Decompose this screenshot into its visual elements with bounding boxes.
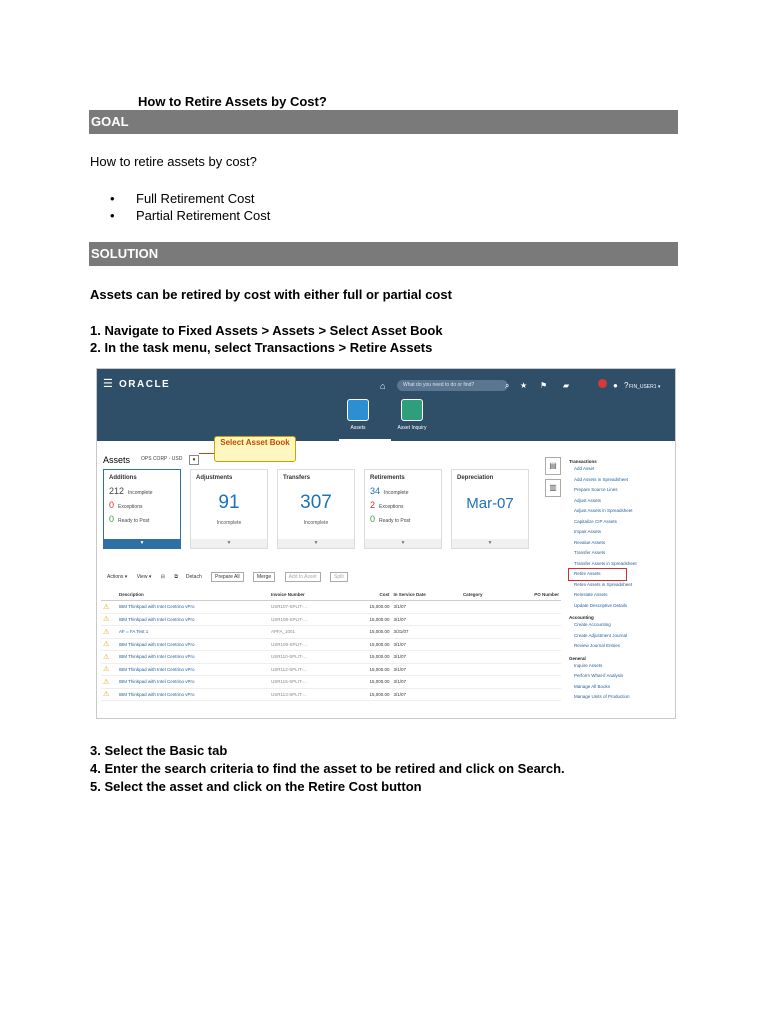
oracle-assets-screenshot (96, 368, 676, 719)
bullet-item: • Full Retirement Cost (110, 191, 255, 206)
warning-icon: ⚠ (101, 651, 117, 664)
freeze-icon[interactable]: ⊟ (160, 574, 165, 580)
add-to-asset-button[interactable]: Add to Asset (285, 572, 321, 582)
table-cell (506, 651, 561, 664)
tile-adjustments[interactable] (190, 469, 268, 549)
warning-icon: ⚠ (101, 676, 117, 689)
table-cell (506, 638, 561, 651)
tile-title: Adjustments (196, 475, 233, 481)
select-asset-book-callout: Select Asset Book (214, 436, 296, 462)
view-menu[interactable]: View ▾ (136, 574, 152, 580)
column-header-po-number[interactable]: PO Number (506, 589, 561, 601)
table-cell: USR112-SPLIT-... (269, 663, 346, 676)
warning-icon: ⚠ (101, 626, 117, 639)
task-link[interactable]: Transfer Assets (574, 550, 606, 555)
table-cell[interactable]: IBM Thinkpad with Intel Centrino vPro (117, 601, 269, 614)
solution-header: SOLUTION (89, 242, 678, 266)
task-link[interactable]: Add Asset (574, 466, 595, 471)
table-cell (506, 626, 561, 639)
table-cell (461, 601, 506, 614)
flag-icon[interactable]: ⚑ (540, 381, 548, 390)
asset-book-label: OPS CORP - USD (141, 456, 183, 462)
nav-asset-inquiry-label: Asset Inquiry (397, 425, 427, 431)
table-cell: 3/1/07 (392, 663, 461, 676)
tile-depreciation[interactable] (451, 469, 529, 549)
table-cell (506, 688, 561, 701)
table-header-row (101, 589, 561, 601)
table-row[interactable] (101, 626, 561, 639)
task-section-transactions: Transactions (569, 459, 597, 464)
asset-book-dropdown[interactable]: ▾ (189, 455, 199, 465)
table-cell[interactable]: IBM Thinkpad with Intel Centrino vPro (117, 688, 269, 701)
column-header-cost[interactable]: Cost (346, 589, 392, 601)
task-link[interactable]: Perform What-if Analysis (574, 673, 624, 678)
table-cell: USR107-SPLIT-... (269, 601, 346, 614)
column-header-status (101, 589, 117, 601)
table-cell (506, 613, 561, 626)
table-cell: 3/1/07 (392, 613, 461, 626)
table-cell (506, 663, 561, 676)
task-link[interactable]: Create Adjustment Journal (574, 632, 628, 638)
task-panel (569, 455, 673, 703)
prepare-all-button[interactable]: Prepare All (211, 572, 243, 582)
task-link[interactable]: Inquire Assets (574, 662, 603, 668)
task-link[interactable]: Capitalize CIP Assets (574, 518, 617, 524)
task-section-general: General (569, 655, 586, 661)
task-link[interactable]: Adjust Assets (574, 497, 602, 503)
task-link[interactable]: Manage Units of Production (574, 694, 630, 699)
table-cell (506, 601, 561, 614)
goal-question: How to retire assets by cost? (90, 154, 257, 169)
task-link[interactable]: Manage All Books (574, 683, 611, 689)
goal-header: GOAL (89, 110, 678, 134)
task-link[interactable]: Transfer Assets in Spreadsheet (574, 560, 637, 566)
tile-line[interactable]: 34 Incomplete (370, 486, 409, 496)
table-cell[interactable]: IBM Thinkpad with Intel Centrino vPro (117, 638, 269, 651)
table-cell: 15,000.00 (346, 626, 392, 639)
tile-line[interactable]: 0 Exceptions (109, 500, 143, 510)
table-row[interactable] (101, 601, 561, 614)
warning-icon: ⚠ (101, 613, 117, 626)
chevron-down-icon[interactable]: ▼ (452, 539, 528, 548)
task-link[interactable]: Reinstate Assets (574, 592, 608, 597)
table-toolbar (107, 574, 356, 580)
table-row[interactable] (101, 638, 561, 651)
task-link[interactable]: Review Journal Entries (574, 643, 621, 648)
table-cell (461, 613, 506, 626)
asset-inquiry-icon (401, 399, 423, 421)
table-cell: 15,000.00 (346, 663, 392, 676)
step-2: 2. In the task menu, select Transactions > Retire Assets (90, 340, 433, 355)
notification-badge (598, 379, 607, 388)
table-cell: 3/31/07 (392, 626, 461, 639)
split-button[interactable]: Split (330, 572, 348, 582)
table-cell (461, 676, 506, 689)
column-header-in-service-date[interactable]: In Service Date (392, 589, 461, 601)
bullet-text: Full Retirement Cost (136, 191, 255, 206)
table-row[interactable] (101, 613, 561, 626)
chevron-down-icon[interactable]: ▼ (278, 539, 354, 548)
table-cell: 3/1/07 (392, 676, 461, 689)
table-cell: 3/1/07 (392, 651, 461, 664)
task-link[interactable]: Retire Assets (569, 569, 626, 580)
app-header (97, 369, 675, 441)
task-link[interactable]: Add Assets in Spreadsheet (574, 476, 629, 482)
page-title: Assets (103, 455, 131, 465)
reports-chart-icon[interactable]: ▥ (545, 479, 561, 497)
search-icon[interactable]: ⌕ (505, 381, 510, 390)
table-cell: USR110-SPLIT-... (269, 651, 346, 664)
chevron-down-icon[interactable]: ▼ (191, 539, 267, 548)
table-cell: 15,000.00 (346, 676, 392, 689)
tile-line[interactable]: 0 Ready to Post (370, 514, 411, 524)
notifications-icon[interactable]: ▰ (563, 381, 570, 390)
tile-subtitle: Incomplete (303, 520, 329, 526)
tile-value: 307 (300, 492, 332, 513)
tile-value: 91 (218, 492, 240, 513)
tile-subtitle: Incomplete (216, 520, 242, 526)
step-4: 4. Enter the search criteria to find the asset to be retired and click on Search. (90, 761, 565, 776)
table-row[interactable] (101, 688, 561, 701)
goal-bullet-list (110, 190, 270, 224)
table-cell (461, 651, 506, 664)
table-cell: 15,000.00 (346, 688, 392, 701)
tile-transfers[interactable] (277, 469, 355, 549)
step-3: 3. Select the Basic tab (90, 743, 228, 758)
tile-line[interactable]: 2 Exceptions (370, 500, 404, 510)
tile-value: Mar-07 (466, 495, 514, 512)
oracle-logo: ORACLE (119, 379, 171, 390)
table-cell (461, 638, 506, 651)
tile-title: Retirements (370, 475, 405, 481)
steps-bottom (90, 742, 565, 796)
bullet-item: • Partial Retirement Cost (110, 208, 271, 223)
nav-assets-label: Assets (350, 425, 366, 431)
help-icon[interactable]: ? (624, 381, 629, 390)
favorites-star-icon[interactable]: ★ (520, 381, 528, 390)
active-nav-indicator (339, 439, 391, 441)
table-cell: 15,000.00 (346, 638, 392, 651)
table-cell[interactable]: IBM Thinkpad with Intel Centrino vPro (117, 651, 269, 664)
table-cell[interactable]: AF = FA Test 1 (117, 626, 269, 639)
task-link[interactable]: Revalue Assets (574, 539, 606, 545)
hamburger-menu-icon[interactable]: ☰ (103, 378, 113, 390)
detach-icon[interactable]: ⧉ (174, 574, 178, 580)
table-cell (461, 626, 506, 639)
watchlist-icon[interactable]: ● (613, 381, 618, 390)
actions-menu[interactable]: Actions ▾ (107, 574, 128, 580)
tile-title: Transfers (283, 475, 311, 481)
table-cell: 15,000.00 (346, 651, 392, 664)
tile-title: Depreciation (457, 475, 494, 481)
column-header-category[interactable]: Category (461, 589, 506, 601)
task-link[interactable]: Impair Assets (574, 529, 602, 534)
table-cell: USR109-SPLIT-... (269, 638, 346, 651)
column-header-description[interactable]: Description (117, 589, 269, 601)
warning-icon: ⚠ (101, 688, 117, 701)
document-title: How to Retire Assets by Cost? (138, 94, 327, 109)
task-link[interactable]: Update Descriptive Details (574, 602, 628, 608)
nav-assets[interactable] (328, 399, 388, 431)
chevron-down-icon[interactable]: ▼ (104, 539, 180, 548)
table-cell: USR108-SPLIT-... (269, 613, 346, 626)
table-row[interactable] (101, 676, 561, 689)
table-cell (461, 688, 506, 701)
table-cell[interactable]: IBM Thinkpad with Intel Centrino vPro (117, 676, 269, 689)
warning-icon: ⚠ (101, 638, 117, 651)
table-cell: USR115-SPLIT-... (269, 676, 346, 689)
table-cell: 3/1/07 (392, 638, 461, 651)
table-cell: USR113-SPLIT-... (269, 688, 346, 701)
task-link[interactable]: Prepare Source Lines (574, 487, 618, 492)
chevron-down-icon[interactable]: ▼ (365, 539, 441, 548)
table-cell (461, 663, 506, 676)
assets-table (101, 589, 561, 701)
tasks-panel-icon[interactable]: ▤ (545, 457, 561, 475)
tile-line[interactable]: 212 Incomplete (109, 486, 153, 496)
table-cell: APFA_1001 (269, 626, 346, 639)
tile-line[interactable]: 0 Ready to Post (109, 514, 150, 524)
table-cell: 3/1/07 (392, 688, 461, 701)
search-input[interactable]: What do you need to do or find? (397, 380, 508, 391)
warning-icon: ⚠ (101, 663, 117, 676)
detach-button[interactable]: Detach (185, 574, 202, 580)
step-5: 5. Select the asset and click on the Retire Cost button (90, 779, 422, 794)
table-cell: 15,000.00 (346, 601, 392, 614)
warning-icon: ⚠ (101, 601, 117, 614)
table-cell: 15,000.00 (346, 613, 392, 626)
task-section-accounting: Accounting (569, 615, 594, 620)
table-cell[interactable]: IBM Thinkpad with Intel Centrino vPro (117, 613, 269, 626)
task-link[interactable]: Retire Assets in Spreadsheet (574, 581, 633, 587)
nav-asset-inquiry[interactable] (382, 399, 442, 431)
tile-title: Additions (109, 475, 137, 481)
solution-intro: Assets can be retired by cost with either full or partial cost (90, 287, 452, 302)
table-row[interactable] (101, 651, 561, 664)
callout-arrow (199, 453, 214, 454)
task-link[interactable]: Adjust Assets in Spreadsheet (574, 508, 633, 513)
assets-icon (347, 399, 369, 421)
table-row[interactable] (101, 663, 561, 676)
step-1: 1. Navigate to Fixed Assets > Assets > Select Asset Book (90, 323, 443, 338)
tile-retirements[interactable] (364, 469, 442, 549)
home-icon[interactable]: ⌂ (380, 381, 386, 391)
bullet-text: Partial Retirement Cost (136, 208, 271, 223)
table-cell (506, 676, 561, 689)
table-cell[interactable]: IBM Thinkpad with Intel Centrino vPro (117, 663, 269, 676)
tile-additions[interactable] (103, 469, 181, 549)
task-link[interactable]: Create Accounting (574, 622, 611, 627)
user-menu[interactable]: FIN_USER1 ▾ (629, 384, 661, 390)
table-cell: 3/1/07 (392, 601, 461, 614)
merge-button[interactable]: Merge (253, 572, 275, 582)
column-header-invoice-number[interactable]: Invoice Number (269, 589, 346, 601)
